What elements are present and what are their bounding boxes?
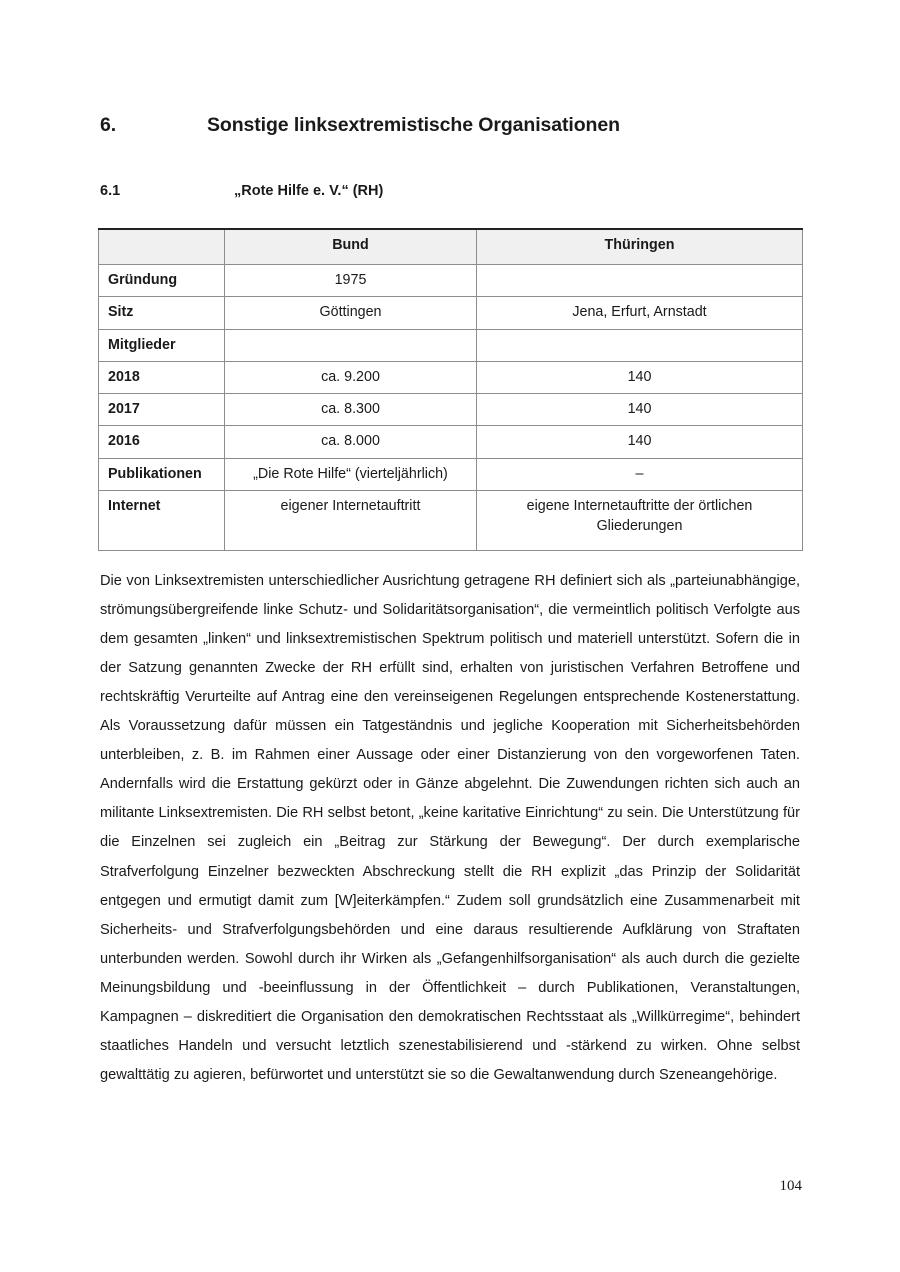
page-number: 104 [779,1178,802,1194]
row-value-thueringen [477,329,803,361]
table-header-corner [99,229,225,265]
row-value-bund: „Die Rote Hilfe“ (vierteljährlich) [225,458,477,490]
row-label: Gründung [99,265,225,297]
section-heading-title: Sonstige linksextremistische Organisationen [207,114,620,137]
row-value-thueringen: 140 [477,394,803,426]
subsection-heading-title: „Rote Hilfe e. V.“ (RH) [234,183,384,200]
table-row [99,394,803,426]
row-label: Mitglieder [99,329,225,361]
row-value-bund: Göttingen [225,297,477,329]
row-value-thueringen: Jena, Erfurt, Arnstadt [477,297,803,329]
row-value-thueringen: 140 [477,426,803,458]
table-row [99,458,803,490]
facts-table [98,228,803,551]
table-row [99,426,803,458]
table-row [99,265,803,297]
row-value-bund [225,329,477,361]
table-header-bund: Bund [225,229,477,265]
row-label: Internet [99,491,225,551]
row-value-thueringen [477,265,803,297]
row-value-bund: ca. 8.300 [225,394,477,426]
table-header-row [99,229,803,265]
row-value-thueringen: – [477,458,803,490]
row-label: 2017 [99,394,225,426]
row-value-bund: eigener Internetauftritt [225,491,477,551]
row-value-bund: ca. 8.000 [225,426,477,458]
table-row [99,329,803,361]
row-label: Publikationen [99,458,225,490]
subsection-heading [100,183,802,200]
row-value-thueringen: eigene Internetauftritte der örtlichen Gliederungen [477,491,803,551]
row-label: 2016 [99,426,225,458]
row-value-thueringen: 140 [477,361,803,393]
table-row [99,361,803,393]
row-value-bund: ca. 9.200 [225,361,477,393]
table-row [99,491,803,551]
row-label: 2018 [99,361,225,393]
row-label: Sitz [99,297,225,329]
subsection-heading-number: 6.1 [100,183,121,200]
section-heading-number: 6. [100,114,117,137]
table-row [99,297,803,329]
facts-table-container [98,228,802,551]
section-heading [100,114,802,137]
body-paragraph: Die von Linksextremisten unterschiedlicher Ausrichtung getragene RH definiert sich als „parteiunabhängige, strömungsübergreifende linke Schutz- und Solidaritätsorganisation“, die vermeintlich politisch Verfolgte aus dem gesamten „linken“ und linksextremistischen Spektrum politisch und materiell unterstützt. Sofern die in der Satzung genannten Zwecke der RH erfüllt sind, erhalten von juristischen Verfahren Betroffene und rechtskräftig Verurteilte auf Antrag eine den vereinseigenen Regelungen entsprechende Kostenerstattung. Als Voraussetzung dafür müssen ein Tatgeständnis und jegliche Kooperation mit Sicherheitsbehörden unterbleiben, z. B. im Rahmen einer Aussage oder einer Distanzierung von den vorgeworfenen Taten. Andernfalls wird die Erstattung gekürzt oder in Gänze abgelehnt. Die Zuwendungen richten sich auch an militante Linksextremisten. Die RH selbst betont, „keine karitative Einrichtung“ zu sein. Die Unterstützung für die Einzelnen sei zugleich ein „Beitrag zur Stärkung der Bewegung“. Der durch exemplarische Strafverfolgung Einzelner bezweckten Abschreckung stellt die RH explizit „das Prinzip der Solidarität entgegen und ermutigt damit zum [W]eiterkämpfen.“ Zudem soll grundsätzlich eine Zusammenarbeit mit Sicherheits- und Strafverfolgungsbehörden und eine daraus resultierende Aufklärung von Straftaten unterbunden werden. Sowohl durch ihr Wirken als „Gefangenhilfsorganisation“ als auch durch die gezielte Meinungsbildung und -beeinflussung in der Öffentlichkeit – durch Publikationen, Veranstaltungen, Kampagnen – diskreditiert die Organisation den demokratischen Rechtsstaat als „Willkürregime“, behindert staatliches Handeln und versucht letztlich szenestabilisierend und -stärkend zu wirken. Ohne selbst gewalttätig zu agieren, befürwortet und unterstützt sie so die Gewaltanwendung durch Szeneangehörige. [100,572,800,1084]
row-value-bund: 1975 [225,265,477,297]
table-header-thueringen: Thüringen [477,229,803,265]
